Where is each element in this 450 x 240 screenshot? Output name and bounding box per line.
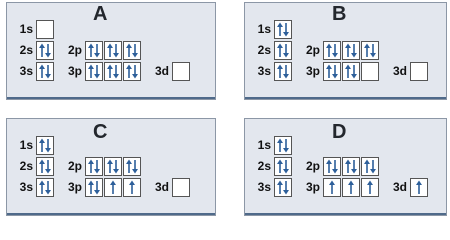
up-arrow-icon [326,64,332,78]
down-arrow-icon [283,139,289,153]
down-arrow-icon [132,44,138,58]
down-arrow-icon [132,65,138,79]
orbital-group [389,178,428,197]
orbital-row [253,156,389,176]
down-arrow-icon [113,44,119,58]
orbital-label: 1s [19,138,33,152]
orbital-group [64,41,141,60]
orbital-label: 3d [392,64,407,78]
orbital-group [151,178,190,197]
up-arrow-icon [277,22,283,36]
orbital-group [302,41,379,60]
up-arrow-icon [39,64,45,78]
down-arrow-icon [351,44,357,58]
up-arrow-icon [110,180,116,194]
down-arrow-icon [113,65,119,79]
orbital-label: 3d [154,64,169,78]
paired-orbital-box [274,62,292,81]
down-arrow-icon [332,44,338,58]
paired-orbital-box [36,157,54,176]
orbital-group [253,157,292,176]
orbital-group [64,157,141,176]
paired-orbital-box [36,62,54,81]
up-arrow-icon [367,180,373,194]
orbital-row [253,177,438,197]
orbital-row [253,135,302,155]
up-arrow-icon [345,64,351,78]
down-arrow-icon [45,160,51,174]
paired-orbital-box [85,178,103,197]
paired-orbital-box [36,178,54,197]
orbital-group [15,20,54,39]
orbital-group [15,62,54,81]
single-orbital-box [323,178,341,197]
up-arrow-icon [39,159,45,173]
orbital-label: 3s [257,64,271,78]
orbital-label: 3d [154,180,169,194]
orbital-label: 2p [67,43,82,57]
down-arrow-icon [332,160,338,174]
panel-label: D [332,121,347,143]
single-orbital-box [342,178,360,197]
down-arrow-icon [283,160,289,174]
paired-orbital-box [323,62,341,81]
orbital-row [15,156,151,176]
up-arrow-icon [277,138,283,152]
empty-orbital-box [410,62,428,81]
paired-orbital-box [85,62,103,81]
up-arrow-icon [107,64,113,78]
down-arrow-icon [283,65,289,79]
down-arrow-icon [351,65,357,79]
paired-orbital-box [104,157,122,176]
up-arrow-icon [107,159,113,173]
empty-orbital-box [172,62,190,81]
orbital-label: 1s [19,22,33,36]
paired-orbital-box [104,62,122,81]
orbital-row [15,40,151,60]
down-arrow-icon [370,44,376,58]
up-arrow-icon [129,180,135,194]
up-arrow-icon [39,180,45,194]
up-arrow-icon [416,180,422,194]
single-orbital-box [410,178,428,197]
orbital-group [15,41,54,60]
up-arrow-icon [345,43,351,57]
orbital-row [253,61,438,81]
paired-orbital-box [342,62,360,81]
up-arrow-icon [126,43,132,57]
orbital-group [389,62,428,81]
option-panel-c[interactable] [6,118,216,216]
orbital-group [302,62,379,81]
down-arrow-icon [45,65,51,79]
paired-orbital-box [123,41,141,60]
empty-orbital-box [172,178,190,197]
up-arrow-icon [277,159,283,173]
orbital-label: 3p [305,64,320,78]
up-arrow-icon [88,159,94,173]
up-arrow-icon [364,43,370,57]
orbital-row [253,19,302,39]
orbital-row [15,135,64,155]
orbital-label: 3s [257,180,271,194]
paired-orbital-box [361,41,379,60]
orbital-group [302,157,379,176]
panel-label: B [332,3,347,25]
up-arrow-icon [88,43,94,57]
orbital-label: 3p [67,180,82,194]
orbital-label: 2p [305,43,320,57]
paired-orbital-box [36,41,54,60]
down-arrow-icon [94,44,100,58]
down-arrow-icon [94,181,100,195]
up-arrow-icon [277,64,283,78]
orbital-label: 1s [257,138,271,152]
paired-orbital-box [274,178,292,197]
orbital-row [15,19,64,39]
single-orbital-box [104,178,122,197]
paired-orbital-box [323,41,341,60]
option-panel-b[interactable] [244,2,447,100]
down-arrow-icon [351,160,357,174]
paired-orbital-box [274,157,292,176]
up-arrow-icon [126,159,132,173]
up-arrow-icon [348,180,354,194]
down-arrow-icon [283,181,289,195]
up-arrow-icon [326,43,332,57]
up-arrow-icon [345,159,351,173]
orbital-group [151,62,190,81]
orbital-row [253,40,389,60]
orbital-group [253,178,292,197]
up-arrow-icon [88,180,94,194]
up-arrow-icon [277,43,283,57]
orbital-group [253,20,292,39]
single-orbital-box [361,178,379,197]
up-arrow-icon [364,159,370,173]
single-orbital-box [123,178,141,197]
option-panel-a[interactable] [6,2,216,100]
orbital-label: 2s [257,43,271,57]
paired-orbital-box [85,41,103,60]
down-arrow-icon [283,44,289,58]
paired-orbital-box [342,41,360,60]
panel-label: A [93,3,108,25]
orbital-label: 2p [305,159,320,173]
orbital-group [253,41,292,60]
paired-orbital-box [342,157,360,176]
down-arrow-icon [94,65,100,79]
orbital-label: 2s [19,159,33,173]
orbital-label: 2p [67,159,82,173]
paired-orbital-box [323,157,341,176]
option-panel-d[interactable] [244,118,447,216]
empty-orbital-box [36,20,54,39]
orbital-group [15,157,54,176]
paired-orbital-box [361,157,379,176]
orbital-label: 1s [257,22,271,36]
orbital-label: 2s [19,43,33,57]
down-arrow-icon [332,65,338,79]
paired-orbital-box [274,20,292,39]
orbital-group [15,136,54,155]
up-arrow-icon [329,180,335,194]
paired-orbital-box [123,62,141,81]
up-arrow-icon [107,43,113,57]
paired-orbital-box [85,157,103,176]
orbital-label: 3s [19,180,33,194]
up-arrow-icon [126,64,132,78]
paired-orbital-box [274,136,292,155]
orbital-label: 3s [19,64,33,78]
down-arrow-icon [45,181,51,195]
panel-label: C [93,121,108,143]
orbital-group [253,62,292,81]
orbital-label: 3d [392,180,407,194]
paired-orbital-box [274,41,292,60]
orbital-label: 3p [67,64,82,78]
up-arrow-icon [326,159,332,173]
orbital-row [15,61,200,81]
down-arrow-icon [283,23,289,37]
orbital-group [253,136,292,155]
orbital-group [64,62,141,81]
paired-orbital-box [123,157,141,176]
orbital-group [15,178,54,197]
orbital-row [15,177,200,197]
orbital-label: 3p [305,180,320,194]
paired-orbital-box [36,136,54,155]
up-arrow-icon [39,138,45,152]
up-arrow-icon [88,64,94,78]
up-arrow-icon [277,180,283,194]
down-arrow-icon [370,160,376,174]
down-arrow-icon [94,160,100,174]
down-arrow-icon [45,44,51,58]
orbital-group [302,178,379,197]
up-arrow-icon [39,43,45,57]
down-arrow-icon [45,139,51,153]
orbital-label: 2s [257,159,271,173]
orbital-group [64,178,141,197]
empty-orbital-box [361,62,379,81]
paired-orbital-box [104,41,122,60]
down-arrow-icon [132,160,138,174]
down-arrow-icon [113,160,119,174]
